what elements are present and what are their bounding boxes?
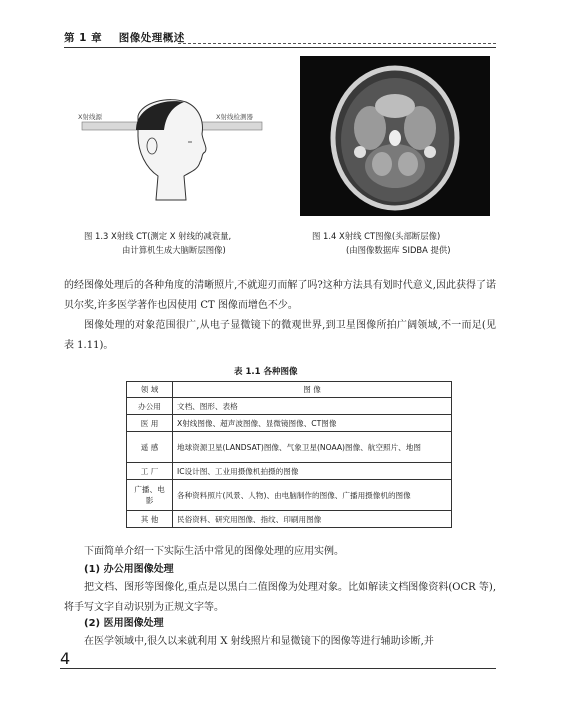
chapter-title: 图像处理概述 (118, 32, 185, 44)
paragraph-3: 下面简单介绍一下实际生活中常见的图像处理的应用实例。 (84, 546, 344, 557)
header-images: 图 像 (173, 382, 452, 398)
header-dash-rule (178, 43, 496, 44)
figure-1-4-ct-image (300, 56, 490, 216)
xray-source-label: X射线源 (78, 113, 102, 121)
table-row: 遥 感 地球资源卫星(LANDSAT)图像、气象卫星(NOAA)图像、航空照片、地图 (127, 432, 452, 463)
table-title: 表 1.1 各种图像 (234, 367, 298, 377)
section-1-text: 把文档、图形等图像化,重点是以黑白二值图像为处理对象。比如解读文档图像资料(OCR 等),将手写文字自动识别为正规文字等。 (64, 582, 496, 613)
header-area: 领 域 (127, 382, 173, 398)
xray-detector-label: X射线检测器 (216, 113, 253, 121)
figure-1-3-caption: 图 1.3 X射线 CT(测定 X 射线的减衰量, 由计算机生成大脑断层图像) (84, 231, 232, 255)
ct-scan-graphic (300, 56, 490, 216)
header-rule (64, 47, 496, 48)
paragraph-2: 图像处理的对象范围很广,从电子显微镜下的微观世界,到卫星图像所拍广阔领域,不一而足(见表 1.11)。 (64, 320, 496, 351)
page-number: 4 (60, 649, 71, 668)
section-2-title: (2) 医用图像处理 (84, 618, 164, 629)
paragraph-1: 的经图像处理后的各种角度的清晰照片,不就迎刃而解了吗?这种方法具有划时代意义,因此获得了诺贝尔奖,许多医学著作也因使用 CT 图像而增色不少。 (64, 280, 496, 311)
section-1-title: (1) 办公用图像处理 (84, 564, 174, 575)
table-row: 办公用 文档、图形、表格 (127, 398, 452, 415)
chapter-label: 第 1 章 (64, 32, 103, 44)
images-table (126, 381, 452, 528)
running-header (64, 30, 185, 45)
figure-1-3-illustration (72, 96, 282, 214)
section-2-text: 在医学领域中,很久以来就利用 X 射线照片和显微镜下的图像等进行辅助诊断,并 (84, 636, 434, 647)
table-row: 广播、电影 各种资料照片(风景、人物)、由电脑制作的图像、广播用摄像机的图像 (127, 480, 452, 511)
footer-rule (60, 668, 496, 669)
table-row: 其 他 民俗资料、研究用图像、指纹、印刷用图像 (127, 511, 452, 528)
table-row: 医 用 X射线图像、超声波图像、显微镜图像、CT图像 (127, 415, 452, 432)
table-header-row (127, 382, 452, 398)
figure-1-4-caption: 图 1.4 X射线 CT图像(头部断层像) (由图像数据库 SIDBA 提供) (312, 231, 451, 255)
table-row: 工 厂 IC设计图、工业用摄像机拍摄的图像 (127, 463, 452, 480)
